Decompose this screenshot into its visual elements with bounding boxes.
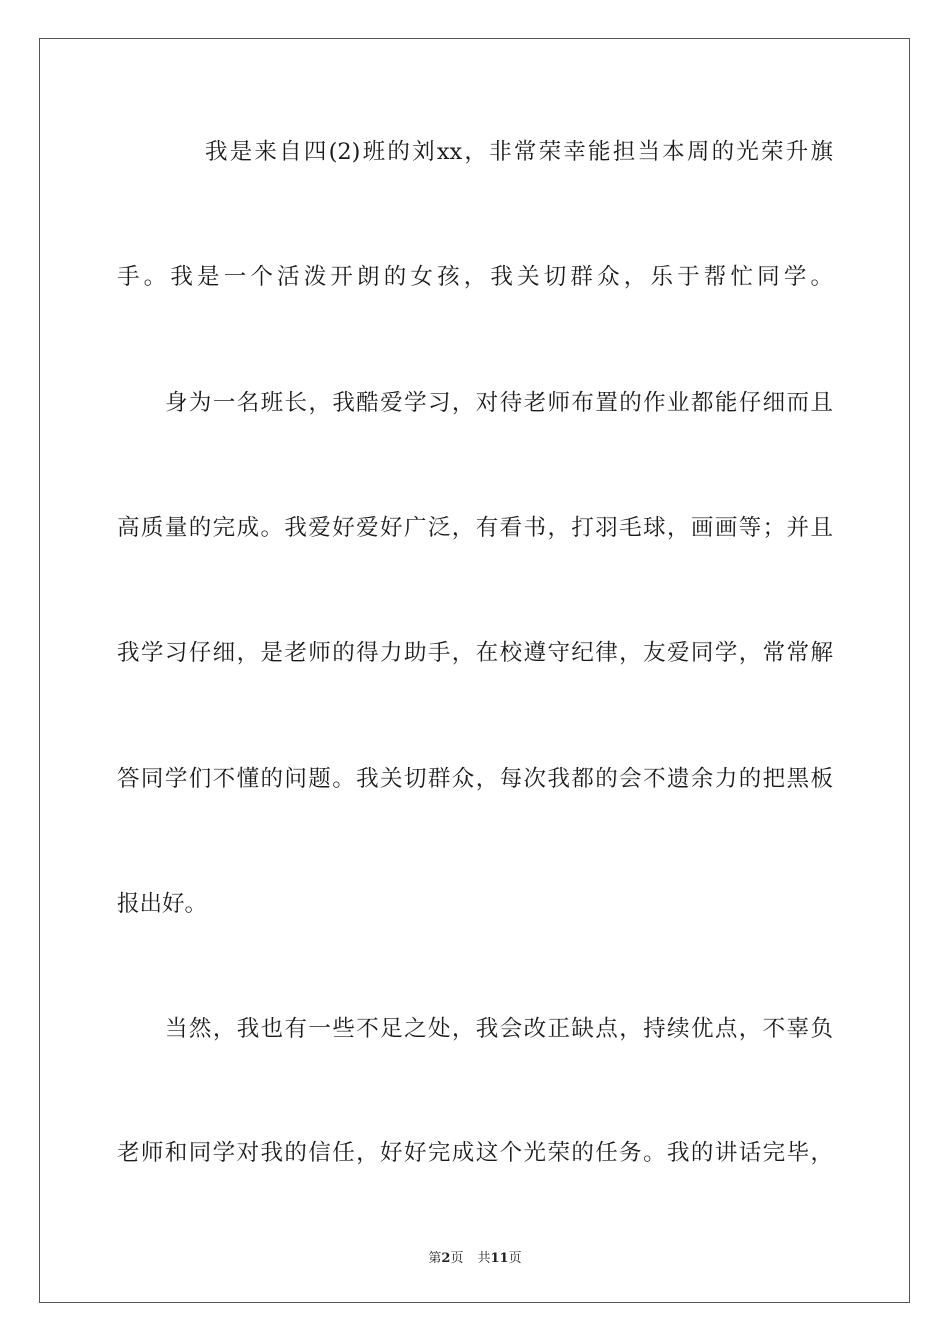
footer-total-prefix: 共 [477, 1251, 491, 1266]
text-line-3: 身为一名班长，我酷爱学习，对待老师布置的作业都能仔细而且 [165, 390, 833, 416]
text-line-2: 手。我是一个活泼开朗的女孩，我关切群众，乐于帮忙同学。 [117, 264, 833, 290]
footer-page-suffix: 页 [450, 1251, 464, 1266]
footer-page-number: 2 [441, 1251, 451, 1266]
text-line-5: 我学习仔细，是老师的得力助手，在校遵守纪律，友爱同学，常常解 [117, 640, 833, 666]
footer-total-suffix: 页 [508, 1251, 522, 1266]
page-border [39, 38, 910, 1303]
text-line-7: 报出好。 [117, 891, 208, 917]
footer-page-prefix: 第 [428, 1251, 442, 1266]
text-line-1: 我是来自四(2)班的刘xx，非常荣幸能担当本周的光荣升旗 [205, 139, 833, 165]
page-footer [0, 1247, 950, 1266]
footer-total-number: 11 [490, 1251, 509, 1266]
text-line-8: 当然，我也有一些不足之处，我会改正缺点，持续优点，不辜负 [165, 1016, 833, 1042]
text-line-6: 答同学们不懂的问题。我关切群众，每次我都的会不遗余力的把黑板 [117, 766, 833, 792]
text-line-4: 高质量的完成。我爱好爱好广泛，有看书，打羽毛球，画画等；并且 [117, 515, 833, 541]
text-line-9: 老师和同学对我的信任，好好完成这个光荣的任务。我的讲话完毕， [117, 1140, 833, 1166]
